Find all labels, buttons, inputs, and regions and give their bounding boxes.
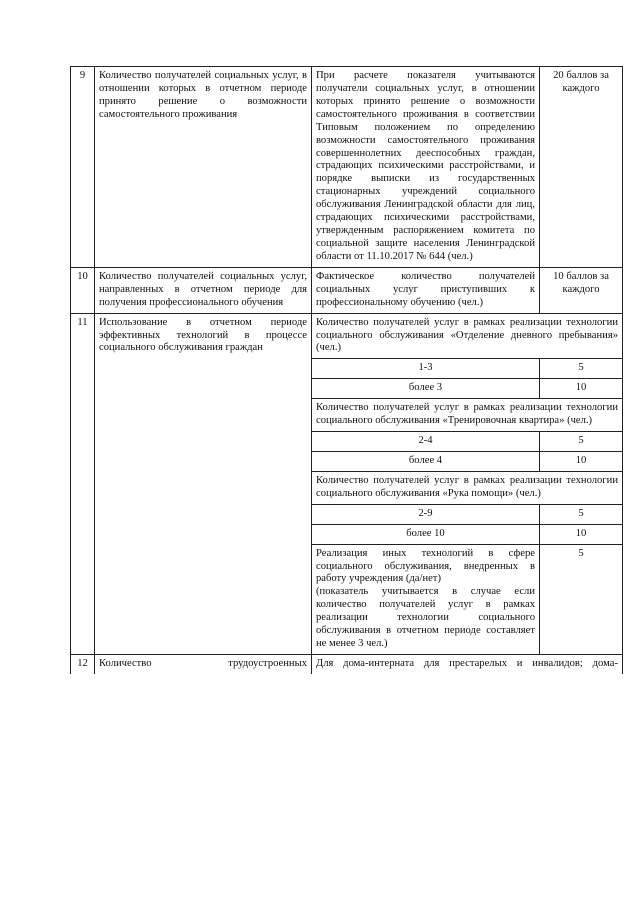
other-technologies (312, 544, 540, 654)
range-value: 2-9 (312, 504, 540, 524)
range-points: 10 (540, 451, 623, 471)
other-technologies-text: Реализация иных технологий в сфере социального обслуживания, внедренных в работу учреждения (да/нет) (316, 547, 535, 585)
technology-heading: Количество получателей услуг в рамках реализации технологии социального обслуживания «Отделение дневного пребывания» (чел.) (312, 313, 623, 359)
range-points: 10 (540, 379, 623, 399)
range-value: 1-3 (312, 359, 540, 379)
other-technologies-clarification: (показатель учитывается в случае если количество получателей услуг в рамках реализации технологии социального обслуживания в отчетном периоде составляет не менее 3 чел.) (316, 586, 535, 650)
range-points: 5 (540, 504, 623, 524)
range-value: 2-4 (312, 432, 540, 452)
range-points: 5 (540, 432, 623, 452)
table-row (71, 67, 623, 268)
row-number: 9 (71, 67, 95, 268)
table-row (71, 313, 623, 359)
indicator-note: При расчете показателя учитываются получатели социальных услуг, в отношении которых принято решение о возможности самостоятельного проживания в соответствии Типовым положением по определению возможности самостоятельного проживания совершеннолетних дееспособных граждан, страдающих психическими расстройствами, и порядке выписки из государственных стационарных учреждений социального обслуживания Ленинградской области для лиц, страдающих психическими расстройствами, утвержденным распоряжением комитета по социальной защите населения Ленинградской области от 11.10.2017 № 644 (чел.) (312, 67, 540, 268)
indicators-table (70, 66, 623, 674)
indicator-points: 20 баллов за каждого (540, 67, 623, 268)
row-number: 12 (71, 654, 95, 673)
technology-heading: Количество получателей услуг в рамках реализации технологии социального обслуживания «Тренировочная квартира» (чел.) (312, 399, 623, 432)
table-row (71, 267, 623, 313)
indicator-note: Для дома-интерната для престарелых и инвалидов; дома- (312, 654, 623, 673)
indicator-points: 10 баллов за каждого (540, 267, 623, 313)
indicator-name: Количество получателей социальных услуг, в отношении которых в отчетном периоде принято решение о возможности самостоятельного проживания (95, 67, 312, 268)
indicator-name: Использование в отчетном периоде эффективных технологий в процессе социального обслуживания граждан (95, 313, 312, 654)
row-number: 10 (71, 267, 95, 313)
range-points: 10 (540, 524, 623, 544)
range-value: более 3 (312, 379, 540, 399)
range-value: более 10 (312, 524, 540, 544)
indicator-note: Фактическое количество получателей социальных услуг приступивших к профессиональному обучению (чел.) (312, 267, 540, 313)
indicator-name: Количество трудоустроенных (95, 654, 312, 673)
indicator-name: Количество получателей социальных услуг, направленных в отчетном периоде для получения профессионального обучения (95, 267, 312, 313)
range-value: более 4 (312, 451, 540, 471)
range-points: 5 (540, 359, 623, 379)
other-technologies-points: 5 (540, 544, 623, 654)
row-number: 11 (71, 313, 95, 654)
table-row (71, 654, 623, 673)
technology-heading: Количество получателей услуг в рамках реализации технологии социального обслуживания «Рука помощи» (чел.) (312, 471, 623, 504)
